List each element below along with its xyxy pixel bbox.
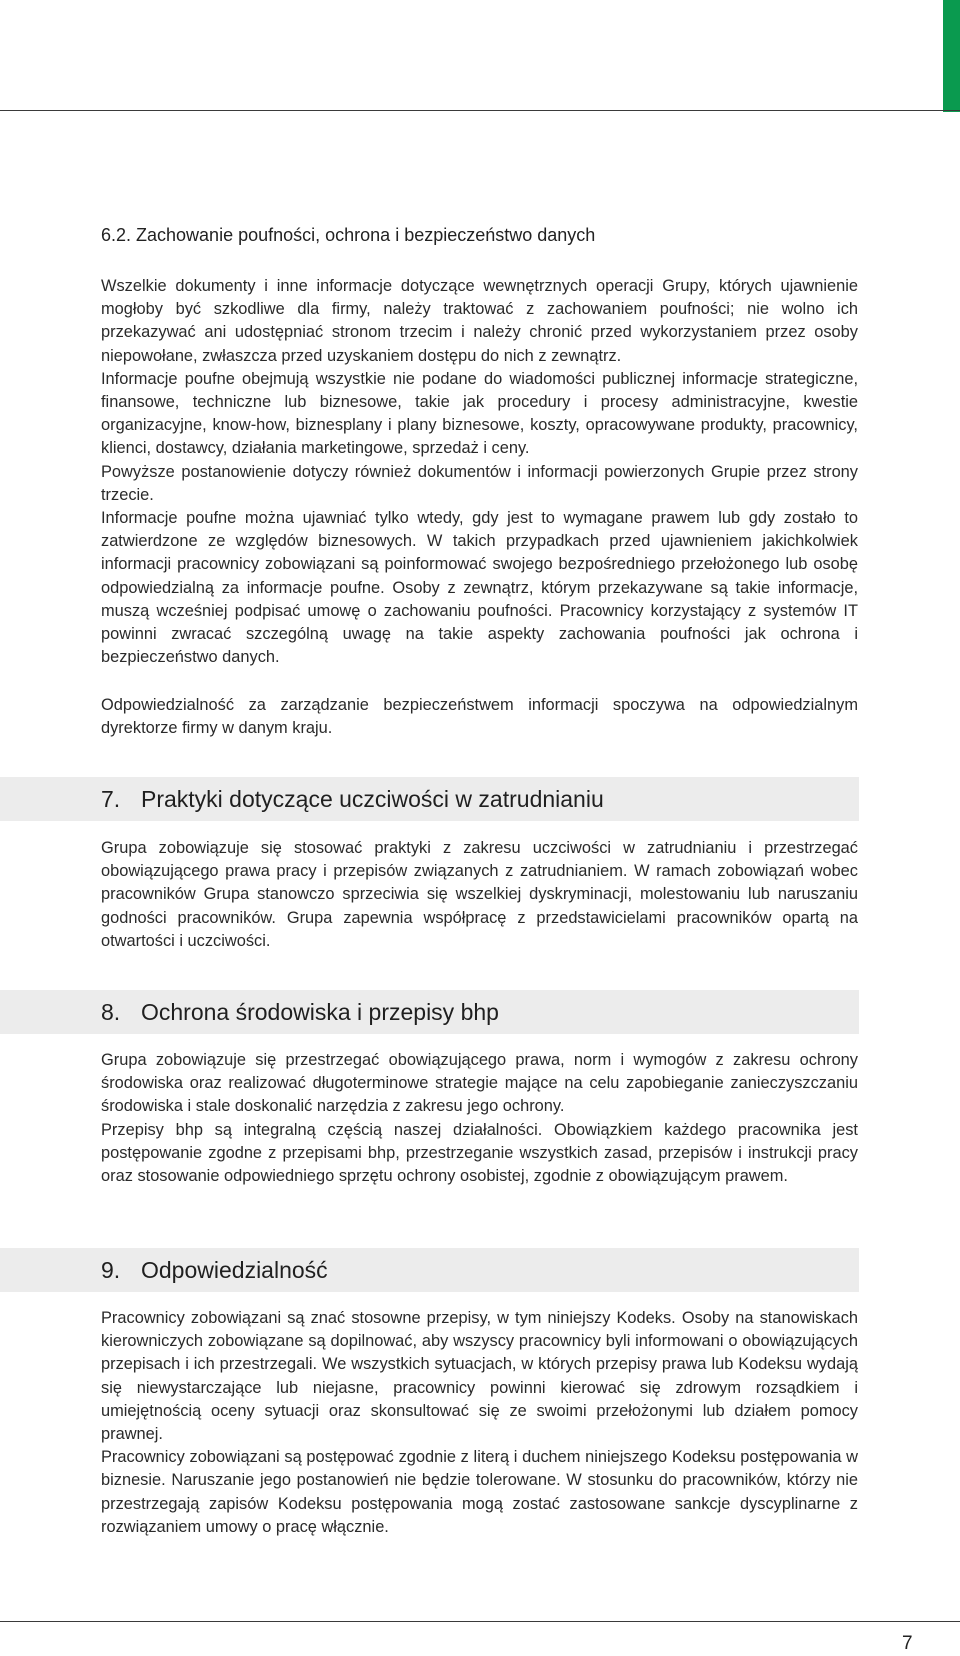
section-7-heading-band (0, 777, 859, 821)
paragraph: Wszelkie dokumenty i inne informacje dotyczące wewnętrznych operacji Grupy, których ujawnienie mogłoby być szkodliwe dla firmy, należy traktować z zachowaniem poufności; nie wolno ich przekazywać ani udostępniać stronom trzecim i należy chronić przed wykorzystaniem przez osoby niepowołane, zwłaszcza przed uzyskaniem dostępu do nich z zewnątrz. (101, 277, 858, 365)
section-6-2-heading: 6.2. Zachowanie poufności, ochrona i bezpieczeństwo danych (101, 225, 596, 245)
section-title: Odpowiedzialność (141, 1257, 328, 1283)
section-8-heading (101, 990, 499, 1034)
page-number: 7 (902, 1633, 913, 1654)
section-8-body (101, 1049, 858, 1188)
section-6-2-closing (101, 694, 858, 740)
paragraph: Przepisy bhp są integralną częścią naszej działalności. Obowiązkiem każdego pracownika jest postępowanie zgodne z przepisami bhp, przestrzeganie wszystkich zasad, przepisów i instrukcji pracy oraz stosowanie odpowiedniego sprzętu ochrony osobistej, zgodnie z obowiązującym prawem. (101, 1120, 858, 1186)
section-title: Ochrona środowiska i przepisy bhp (141, 999, 499, 1025)
paragraph: Grupa zobowiązuje się stosować praktyki z zakresu uczciwości w zatrudnianiu i przestrzegać obowiązującego prawa pracy i przepisów związanych z zatrudnianiem. W ramach zobowiązań wobec pracowników Grupa stanowczo sprzeciwia się wszelkiej dyskryminacji, molestowaniu lub naruszaniu godności pracowników. Grupa zapewnia współpracę z przedstawicielami pracowników opartą na otwartości i uczciwości. (101, 839, 858, 950)
section-9-heading (101, 1248, 328, 1292)
paragraph: Pracownicy zobowiązani są postępować zgodnie z literą i duchem niniejszego Kodeksu postępowania w biznesie. Naruszanie jego postanowień nie będzie tolerowane. W stosunku do pracowników, którzy nie przestrzegają zapisów Kodeksu postępowania mogą zostać zastosowane sankcje dyscyplinarne z rozwiązaniem umowy o pracę włącznie. (101, 1448, 858, 1536)
header-rule (0, 110, 960, 111)
paragraph: Grupa zobowiązuje się przestrzegać obowiązującego prawa, norm i wymogów z zakresu ochrony środowiska oraz realizować długoterminowe strategie mające na celu zapobieganie zanieczyszczaniu środowiska i stale doskonalić narzędzia z zakresu jego ochrony. (101, 1051, 858, 1116)
paragraph: Informacje poufne obejmują wszystkie nie podane do wiadomości publicznej informacje strategiczne, finansowe, techniczne lub biznesowe, takie jak procedury i procesy administracyjne, kwestie organizacyjne, know-how, biznesplany i plany biznesowe, koszty, opracowywane produkty, pracownicy, klienci, dostawcy, działania marketingowe, sprzedaż i ceny. (101, 369, 858, 458)
section-9-heading-band (0, 1248, 859, 1292)
section-7-body (101, 837, 858, 953)
paragraph: Powyższe postanowienie dotyczy również dokumentów i informacji powierzonych Grupie przez strony trzecie. (101, 462, 858, 504)
paragraph: Pracownicy zobowiązani są znać stosowne przepisy, w tym niniejszy Kodeks. Osoby na stanowiskach kierowniczych zobowiązane są dopilnować, aby wszyscy pracownicy byli informowani o obowiązujących przepisach i ich przestrzegali. We wszystkich sytuacjach, w których przepisy prawa lub Kodeksu wydają się niewystarczające lub niejasne, pracownicy powinni kierować się zdrowym rozsądkiem i umiejętnością oceny sytuacji oraz skonsultować się ze swoimi przełożonymi lub działem pomocy prawnej. (101, 1309, 858, 1444)
green-page-tab (943, 0, 960, 112)
section-number: 9. (101, 1257, 121, 1283)
section-6-2-body (101, 275, 858, 669)
section-title: Praktyki dotyczące uczciwości w zatrudnianiu (141, 786, 604, 812)
section-8-heading-band (0, 990, 859, 1034)
section-7-heading (101, 777, 604, 821)
section-number: 8. (101, 999, 121, 1025)
footer-rule (0, 1621, 960, 1622)
section-9-body (101, 1307, 858, 1539)
paragraph: Odpowiedzialność za zarządzanie bezpieczeństwem informacji spoczywa na odpowiedzialnym dyrektorze firmy w danym kraju. (101, 696, 858, 738)
section-number: 7. (101, 786, 121, 812)
paragraph: Informacje poufne można ujawniać tylko wtedy, gdy jest to wymagane prawem lub gdy zostało to zatwierdzone ze względów biznesowych. W takich przypadkach przed ujawnieniem jakichkolwiek informacji pracownicy zobowiązani są poinformować swojego bezpośredniego przełożonego lub osobę odpowiedzialną za informacje poufne. Osoby z zewnątrz, którym przekazywane są takie informacje, muszą wcześniej podpisać umowę o zachowaniu poufności. Pracownicy korzystający z systemów IT powinni zwracać szczególną uwagę na takie aspekty zachowania poufności jak ochrona i bezpieczeństwo danych. (101, 509, 858, 667)
